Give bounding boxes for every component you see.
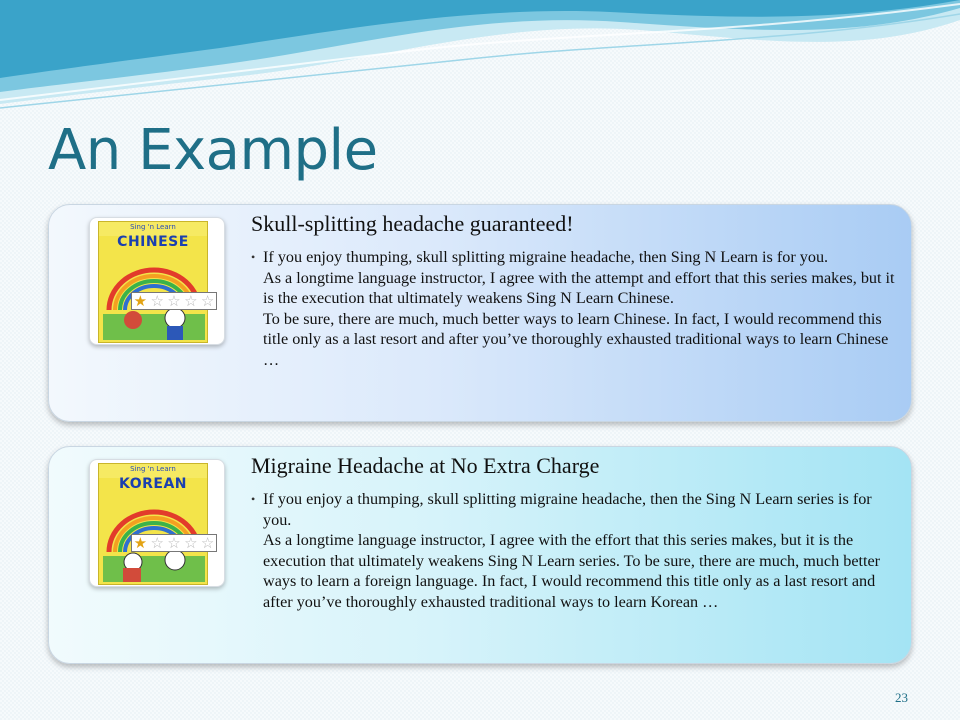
cover-title: CHINESE [117, 234, 189, 250]
star-rating [131, 292, 217, 310]
star-empty-icon: ☆ [150, 292, 164, 310]
review-heading: Migraine Headache at No Extra Charge [251, 453, 600, 478]
review-body [251, 489, 903, 612]
star-empty-icon: ☆ [200, 292, 215, 310]
star-empty-icon: ☆ [200, 534, 215, 552]
review-card-korean [48, 446, 912, 664]
review-paragraph: As a longtime language instructor, I agree with the effort that this series makes, but it is the execution that ultimately weakens Sing N Learn series. To be sure, there are much, much better ways to learn a foreign language. In fact, I would recommend this title only as a last resort and after you’ve thoroughly exhausted traditional ways to learn Korean … [263, 531, 881, 611]
review-card-chinese [48, 204, 912, 422]
star-empty-icon: ☆ [184, 292, 198, 310]
star-rating [131, 534, 217, 552]
cover-title: KOREAN [118, 476, 188, 492]
review-heading: Skull-splitting headache guaranteed! [251, 211, 574, 236]
book-cover-image [98, 463, 215, 585]
review-body [251, 247, 903, 370]
bullet-icon: • [251, 492, 256, 506]
book-cover-image [98, 221, 215, 343]
page-number: 23 [895, 690, 908, 705]
cover-small-title: Sing 'n Learn [130, 465, 176, 473]
star-empty-icon: ☆ [167, 534, 181, 552]
star-filled-icon: ★ [133, 534, 148, 552]
cover-small-title: Sing 'n Learn [130, 223, 176, 231]
star-empty-icon: ☆ [150, 534, 164, 552]
star-empty-icon: ☆ [184, 534, 198, 552]
review-paragraph: If you enjoy thumping, skull splitting migraine headache, then Sing N Learn is for you. [263, 248, 829, 266]
star-empty-icon: ☆ [167, 292, 181, 310]
review-paragraph: If you enjoy a thumping, skull splitting migraine headache, then the Sing N Learn series is for you. [263, 490, 872, 529]
header-wave-decoration [0, 0, 960, 120]
star-filled-icon: ★ [133, 292, 148, 310]
review-paragraph: As a longtime language instructor, I agree with the attempt and effort that this series makes, but it is the execution that ultimately weakens Sing N Learn Chinese. [263, 268, 895, 307]
slide-title: An Example [48, 118, 378, 183]
review-paragraph: To be sure, there are much, much better ways to learn Chinese. In fact, I would recommend this title only as a last resort and after you’ve thoroughly exhausted traditional ways to learn Chinese … [263, 309, 889, 369]
bullet-icon: • [251, 250, 256, 264]
product-thumbnail [89, 217, 225, 345]
product-thumbnail [89, 459, 225, 587]
